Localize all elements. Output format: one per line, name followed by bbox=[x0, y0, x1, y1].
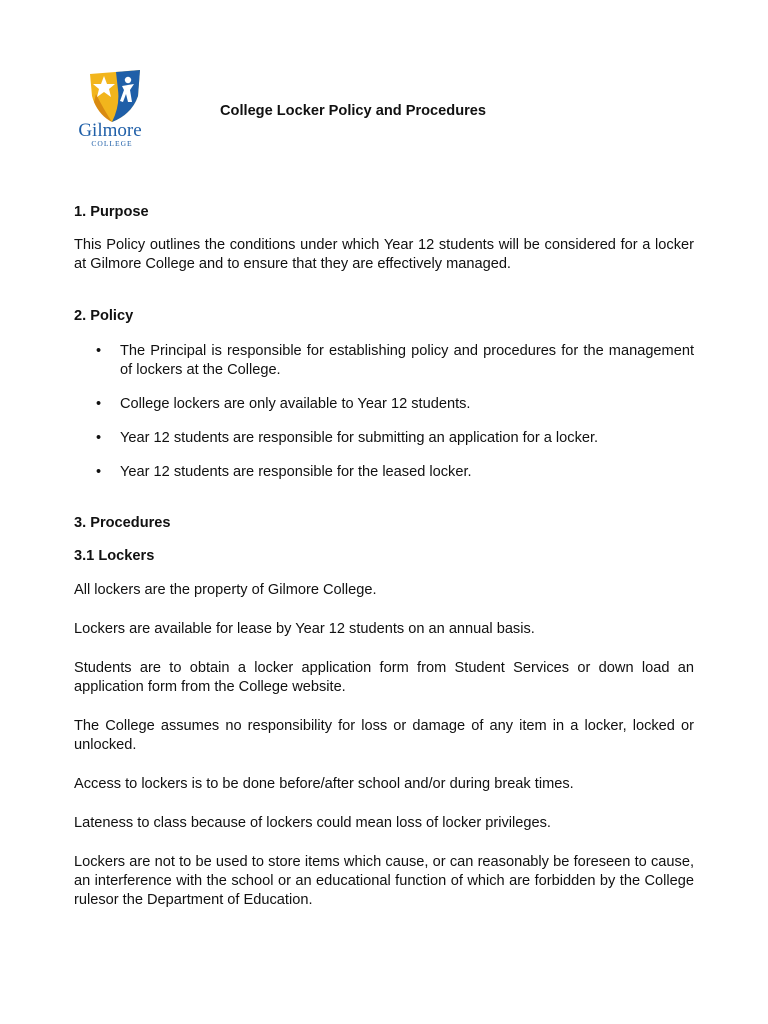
gilmore-college-logo bbox=[60, 66, 166, 152]
procedures-heading: 3. Procedures bbox=[74, 515, 171, 531]
policy-list bbox=[74, 342, 694, 482]
policy-heading: 2. Policy bbox=[74, 308, 134, 324]
bullet-icon: • bbox=[96, 464, 102, 480]
document-body bbox=[74, 203, 694, 910]
policy-bullet: • College lockers are only available to Year 12 students. bbox=[96, 396, 471, 412]
procedure-paragraph: Lockers are not to be used to store items which cause, or can reasonably be foreseen to cause, an interference with the school or an educational function of which are forbidden by the College rulesor the Department of Education. bbox=[74, 854, 694, 908]
bullet-icon: • bbox=[96, 396, 102, 412]
logo-wordmark: Gilmore bbox=[78, 120, 142, 141]
procedure-paragraph: Lateness to class because of lockers could mean loss of locker privileges. bbox=[74, 815, 551, 831]
college-crest-icon bbox=[60, 66, 166, 152]
bullet-icon: • bbox=[96, 430, 102, 446]
purpose-text: This Policy outlines the conditions under which Year 12 students will be considered for a locker at Gilmore College and to ensure that they are effectively managed. bbox=[74, 237, 694, 272]
lockers-subheading: 3.1 Lockers bbox=[74, 548, 155, 564]
policy-bullet: • The Principal is responsible for establishing policy and procedures for the management of lockers at the College. bbox=[96, 343, 694, 378]
procedure-paragraph: All lockers are the property of Gilmore College. bbox=[74, 582, 377, 598]
document-title: College Locker Policy and Procedures bbox=[220, 103, 487, 119]
procedure-paragraph: Access to lockers is to be done before/after school and/or during break times. bbox=[74, 776, 574, 792]
procedure-paragraph: Students are to obtain a locker application form from Student Services or down load an application form from the College website. bbox=[74, 660, 694, 695]
procedure-paragraph: Lockers are available for lease by Year 12 students on an annual basis. bbox=[74, 621, 535, 637]
procedure-paragraph: The College assumes no responsibility for loss or damage of any item in a locker, locked or unlocked. bbox=[74, 718, 694, 753]
policy-bullet: • Year 12 students are responsible for submitting an application for a locker. bbox=[96, 430, 599, 446]
logo-subtitle: COLLEGE bbox=[91, 139, 133, 148]
policy-bullet: • Year 12 students are responsible for the leased locker. bbox=[96, 464, 472, 480]
bullet-icon: • bbox=[96, 343, 102, 359]
purpose-heading: 1. Purpose bbox=[74, 204, 149, 220]
